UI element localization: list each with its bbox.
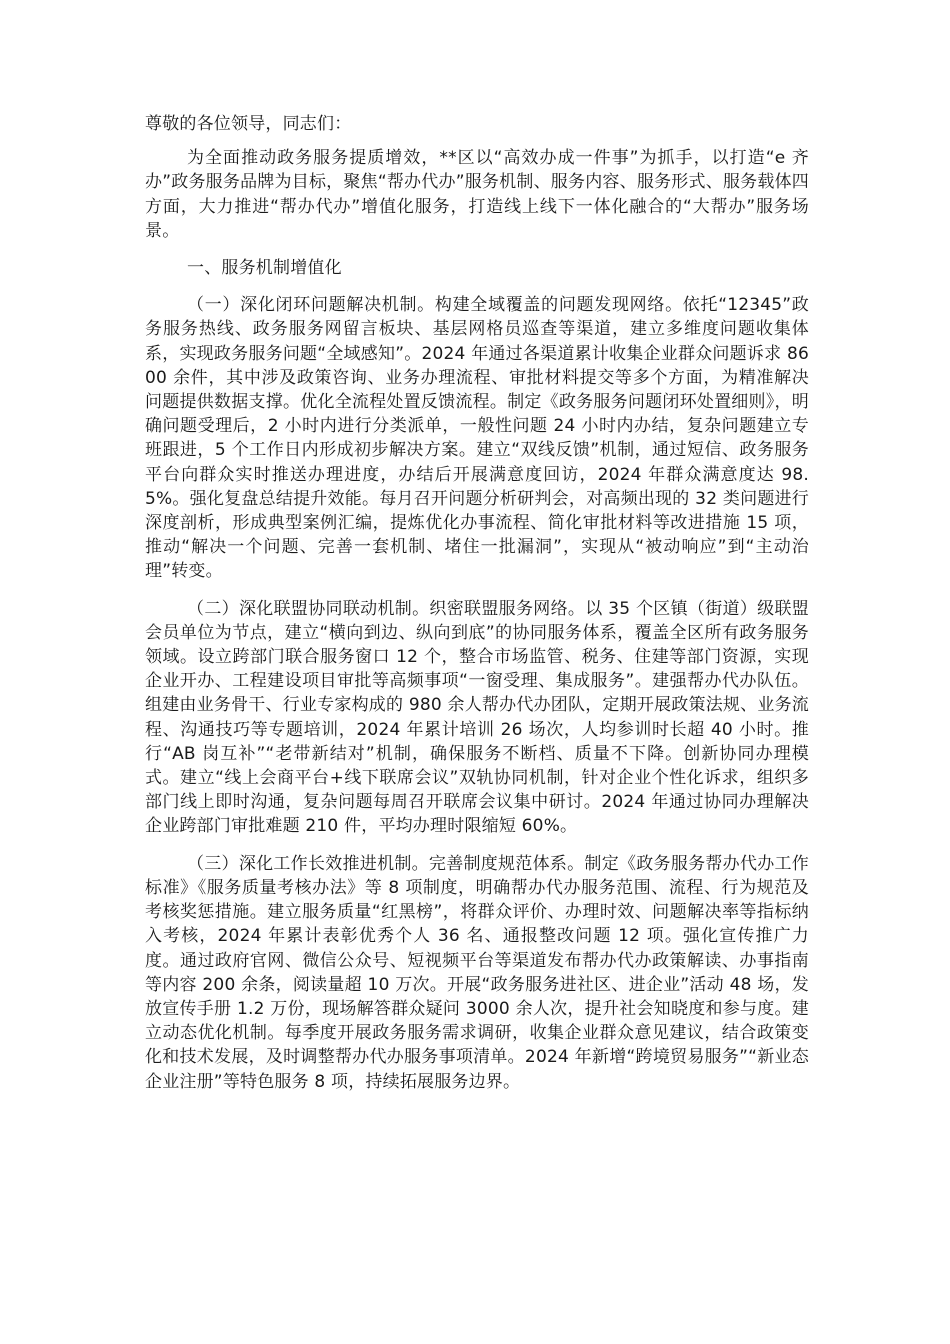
greeting: 尊敬的各位领导，同志们： — [145, 114, 352, 134]
intro-paragraph: 为全面推动政务服务提质增效，**区以“高效办成一件事”为抓手，以打造“e 齐办”政务服务品牌为目标，聚焦“帮办代办”服务机制、服务内容、服务形式、服务载体四方面，大力推进“帮办代办”增值化服务，打造线上线下一体化融合的“大帮办”服务场景。 — [145, 148, 809, 241]
paragraph-2: （二）深化联盟协同联动机制。织密联盟服务网络。以 35 个区镇（街道）级联盟会员单位为节点，建立“横向到边、纵向到底”的协同服务体系，覆盖全区所有政务服务领域。设立跨部门联合服务窗口 12 个，整合市场监管、税务、住建等部门资源，实现企业开办、工程建设项目审批等高频事项“一窗受理、集成服务”。建强帮办代办队伍。组建由业务骨干、行业专家构成的 980 余人帮办代办团队，定期开展政策法规、业务流程、沟通技巧等专题培训，2024 年累计培训 26 场次，人均参训时长超 40 小时。推行“AB 岗互补”“老带新结对”机制，确保服务不断档、质量不下降。创新协同办理模式。建立“线上会商平台+线下联席会议”双轨协同机制，针对企业个性化诉求，组织多部门线上即时沟通，复杂问题每周召开联席会议集中研讨。2024 年通过协同办理解决企业跨部门审批难题 210 件，平均办理时限缩短 60%。 — [145, 598, 809, 837]
section-heading: 一、服务机制增值化 — [187, 258, 342, 279]
paragraph-3: （三）深化工作长效推进机制。完善制度规范体系。制定《政务服务帮办代办工作标准》《服务质量考核办法》等 8 项制度，明确帮办代办服务范围、流程、行为规范及考核奖惩措施。建立服务质量“红黑榜”，将群众评价、办理时效、问题解决率等指标纳入考核，2024 年累计表彰优秀个人 36 名、通报整改问题 12 项。强化宣传推广力度。通过政府官网、微信公众号、短视频平台等渠道发布帮办代办政策解读、办事指南等内容 200 余条，阅读量超 10 万次。开展“政务服务进社区、进企业”活动 48 场，发放宣传手册 1.2 万份，现场解答群众疑问 3000 余人次，提升社会知晓度和参与度。建立动态优化机制。每季度开展政务服务需求调研，收集企业群众意见建议，结合政策变化和技术发展，及时调整帮办代办服务事项清单。2024 年新增“跨境贸易服务”“新业态企业注册”等特色服务 8 项，持续拓展服务边界。 — [145, 853, 809, 1092]
document-body — [145, 112, 809, 1107]
paragraph-1: （一）深化闭环问题解决机制。构建全域覆盖的问题发现网络。依托“12345”政务服务热线、政务服务网留言板块、基层网格员巡查等渠道，建立多维度问题收集体系，实现政务服务问题“全域感知”。2024 年通过各渠道累计收集企业群众问题诉求 8600 余件，其中涉及政策咨询、业务办理流程、审批材料提交等多个方面，为精准解决问题提供数据支撑。优化全流程处置反馈流程。制定《政务服务问题闭环处置细则》，明确问题受理后，2 小时内进行分类派单，一般性问题 24 小时内办结，复杂问题建立专班跟进，5 个工作日内形成初步解决方案。建立“双线反馈”机制，通过短信、政务服务平台向群众实时推送办理进度，办结后开展满意度回访，2024 年群众满意度达 98.5%。强化复盘总结提升效能。每月召开问题分析研判会，对高频出现的 32 类问题进行深度剖析，形成典型案例汇编，提炼优化办事流程、简化审批材料等改进措施 15 项，推动“解决一个问题、完善一套机制、堵住一批漏洞”，实现从“被动响应”到“主动治理”转变。 — [145, 295, 809, 582]
